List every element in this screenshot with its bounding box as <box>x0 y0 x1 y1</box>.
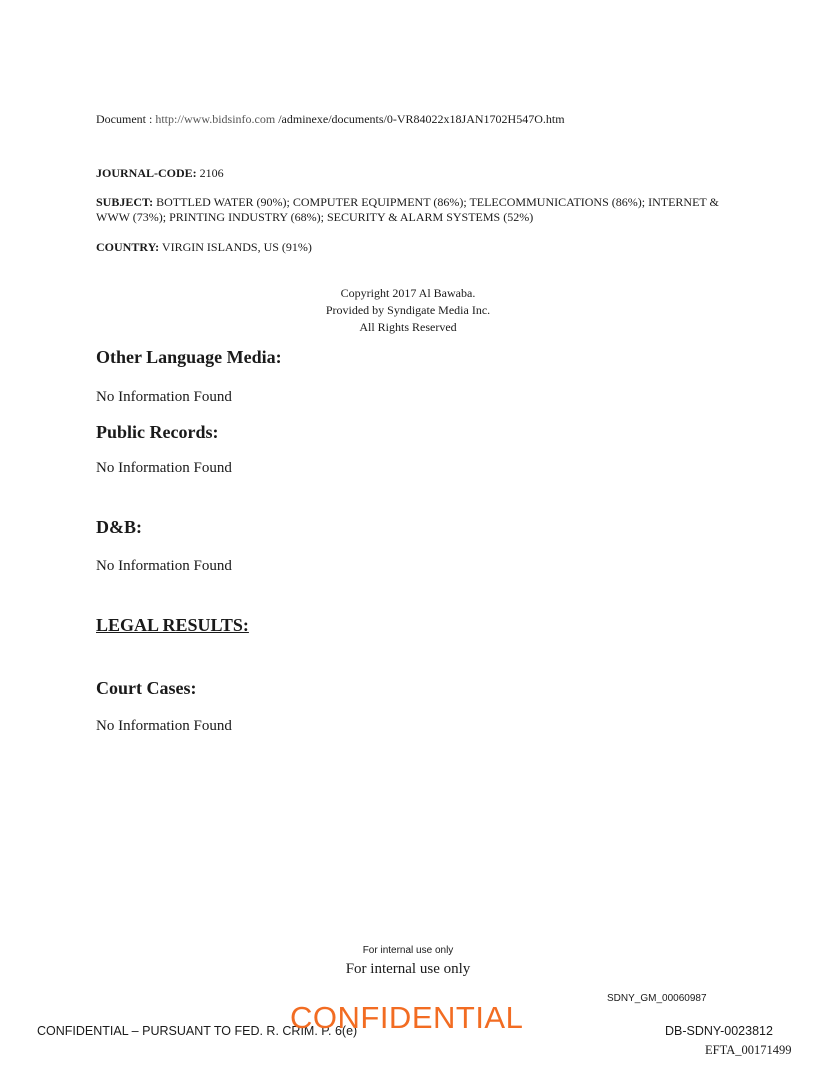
heading-dnb: D&B: <box>96 517 142 537</box>
document-label: Document : <box>96 112 156 126</box>
country-label: COUNTRY: <box>96 240 160 254</box>
document-url-host: http://www.bidsinfo.com <box>155 112 276 126</box>
country-line <box>96 240 312 255</box>
document-url-path: /adminexe/documents/0-VR84022x18JAN1702H547O.htm <box>275 112 565 126</box>
document-source-line <box>96 112 565 127</box>
other-language-media-text: No Information Found <box>96 389 232 405</box>
copyright-block <box>258 285 558 336</box>
subject-value: BOTTLED WATER (90%); COMPUTER EQUIPMENT (86%); TELECOMMUNICATIONS (86%); INTERNET & WWW (73%); PRINTING INDUSTRY (68%); SECURITY & ALARM SYSTEMS (52%) <box>96 195 719 224</box>
internal-use-small: For internal use only <box>362 945 454 956</box>
bates-sdny-gm: SDNY_GM_00060987 <box>607 993 707 1004</box>
public-records-text: No Information Found <box>96 460 232 476</box>
confidential-notice: CONFIDENTIAL – PURSUANT TO FED. R. CRIM. P. 6(e) <box>37 1024 358 1038</box>
journal-code-line <box>96 166 224 181</box>
subject-label: SUBJECT: <box>96 195 154 209</box>
copyright-line-2: Provided by Syndigate Media Inc. <box>325 303 491 317</box>
copyright-line-3: All Rights Reserved <box>359 320 457 334</box>
copyright-line-1: Copyright 2017 Al Bawaba. <box>340 286 476 300</box>
heading-legal-results: LEGAL RESULTS: <box>96 615 249 635</box>
heading-public-records: Public Records: <box>96 422 219 442</box>
heading-court-cases: Court Cases: <box>96 678 197 698</box>
subject-line <box>96 195 736 225</box>
journal-code-label: JOURNAL-CODE: <box>96 166 197 180</box>
confidential-stamp: CONFIDENTIAL <box>290 1000 524 1035</box>
dnb-text: No Information Found <box>96 558 232 574</box>
bates-db-sdny: DB-SDNY-0023812 <box>665 1024 773 1038</box>
country-value: VIRGIN ISLANDS, US (91%) <box>159 240 312 254</box>
heading-other-language-media: Other Language Media: <box>96 347 282 367</box>
bates-efta: EFTA_00171499 <box>705 1043 792 1057</box>
journal-code-value: 2106 <box>196 166 224 180</box>
court-cases-text: No Information Found <box>96 718 232 734</box>
internal-use-large: For internal use only <box>345 961 471 977</box>
